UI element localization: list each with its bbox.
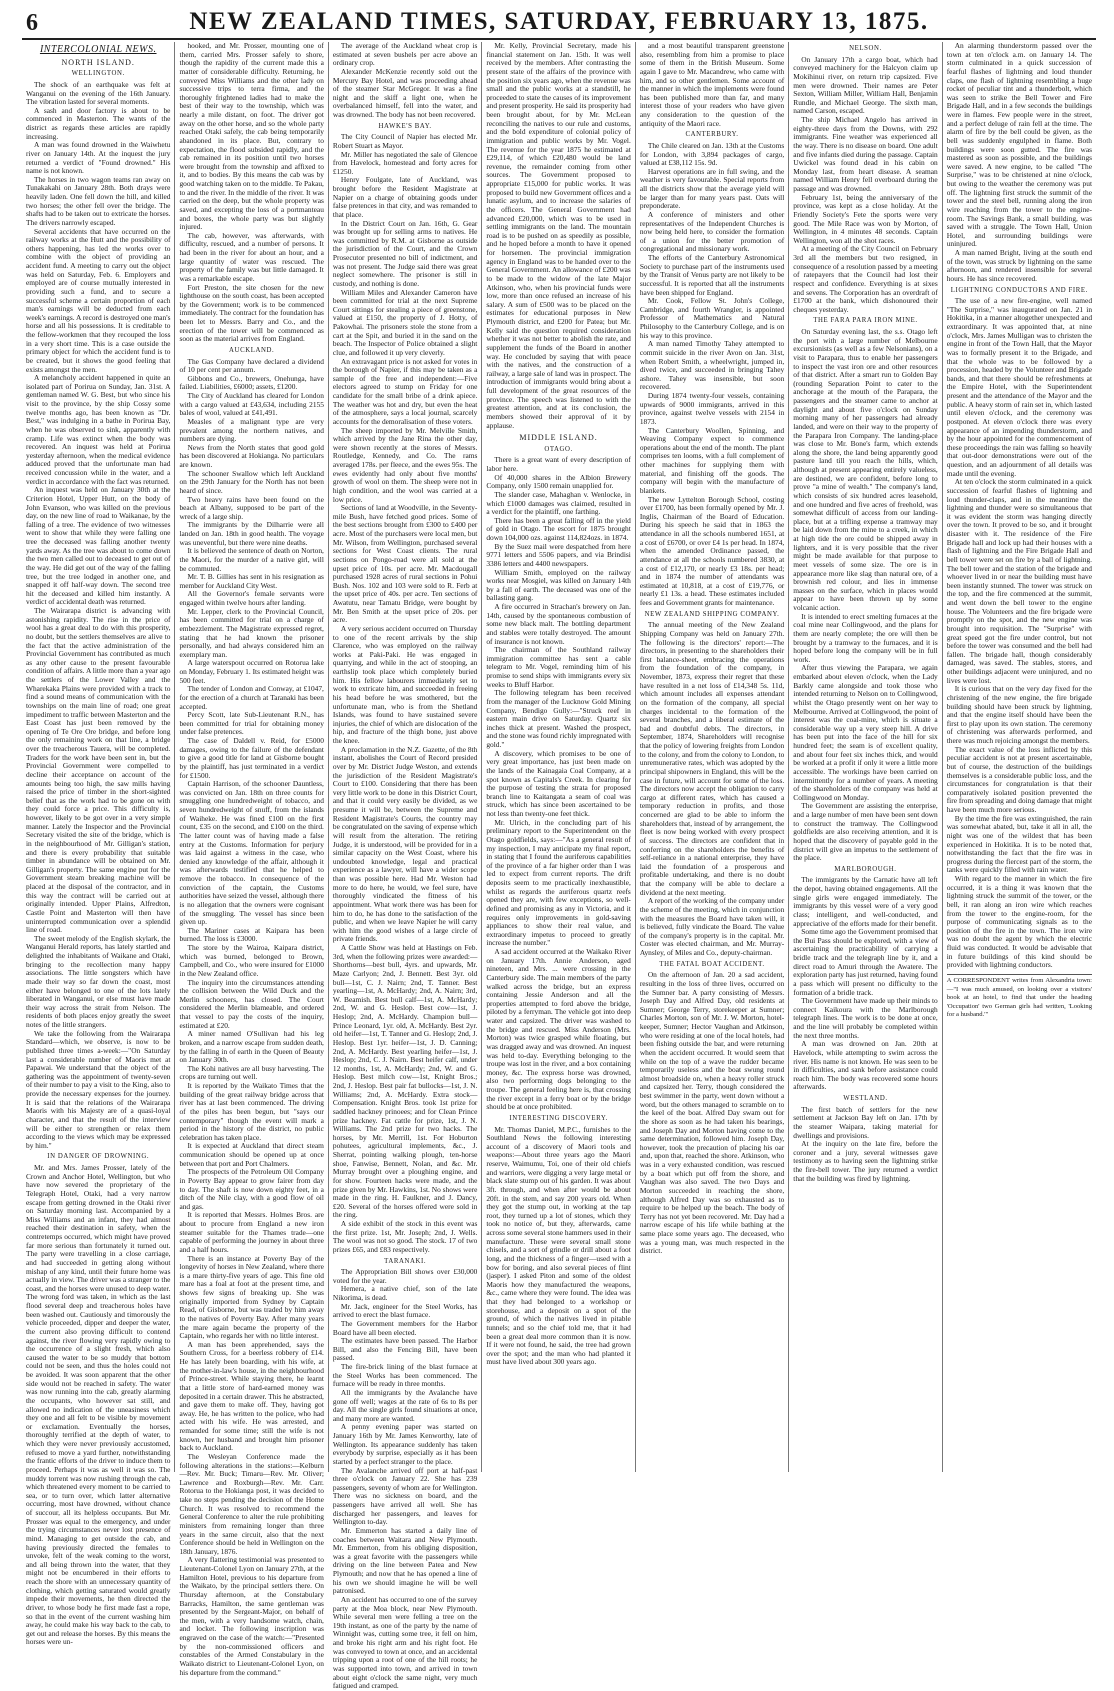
article-paragraph: The tender of London and Conway, at £1047, for the erection of a church at Taranaki has been accepted. [179, 684, 324, 711]
article-paragraph: The first batch of settlers for the new settlement at Jackson Bay left on Jan. 17th by the steamer Waipara, taking material for dwellings and provisions. [793, 1104, 938, 1140]
article-paragraph: It is believed the sentence of death on Norton, the Maori, for the murder of a native girl, will be commuted. [179, 546, 324, 573]
article-paragraph: Percy Scott, late Sub-Lieutenant R.N., has been committed for trial for obtaining money under false pretences. [179, 710, 324, 737]
article-paragraph: A sash and door factory is about to be commenced in Masterton. The wants of the district as regards these articles are rapidly increasing. [26, 105, 171, 141]
article-paragraph: February 1st, being the anniversary of the province, was kept as a close holiday. At the Friendly Society's Fete the sports were very good. The Mile Race was won by Morton, of Wellington, in 4 minutes 48 seconds. Captain Wellington, won all the shot races. [793, 192, 938, 245]
article-paragraph: The store by the Wairoa, Kaipara district, which was burned, belonged to Brown, Campbell, and Co., who were insured for £1000 in the New Zealand office. [179, 943, 324, 978]
article-paragraph: A large waterspout occurred on Rotorua lake on Monday, February 1. Its estimated height was 500 feet. [179, 658, 324, 685]
article-paragraph: Hemera, a native chief, son of the late Nikorima, is dead. [332, 1284, 478, 1302]
article-paragraph: Harvest operations are in full swing, and the weather is very favourable. Special reports from all the districts show that the average yield will be larger than for many years past. Oats will preponderate. [639, 166, 785, 211]
region-heading: NORTH ISLAND. [61, 57, 135, 67]
article-paragraph: The Wesleyan Conference made the following alterations in the stations:—Kelburn—Rev. Mr. Buck; Timaru—Rev. Mr. Oliver; Lawrence and Roxburgh—Rev. Mr. Carr. Rotorua to the Hokianga post, it was decided to take no steps pending the decision of the Home Church. It was resolved to recommend the General Conference to alter the rule prohibiting ministers from remaining longer than three years in the same circuit, also that the next Conference should be held in Wellington on the 18th January, 1876. [179, 1451, 324, 1556]
article-paragraph: The efforts of the Canterbury Astronomical Society to purchase part of the instruments used by the Transit of Venus party are not likely to be successful. It is reported that all the instruments have been shipped for England. [639, 253, 785, 297]
column-6 [789, 42, 942, 1472]
article-paragraph: The immigrants by the Carnatic have all left the depot, having obtained engagements. All the single girls were engaged immediately. The immigrants by this vessel were of a very good class; intelligent, and well-conducted, and appreciative of the efforts made for their benefit. [793, 875, 938, 928]
article-paragraph: The average of the Auckland wheat crop is estimated at seven bushels per acre above an ordinary crop. [332, 41, 478, 68]
article-paragraph: The Appropriation Bill shows over £30,000 voted for the year. [332, 1267, 478, 1285]
article-paragraph: A man named Timothy Tahey attempted to commit suicide in the river Avon on Jan. 31st, when Robert Smith, a wheelwright, jumped in, dived twice, and succeeded in bringing Tahey ashore. Tahey was insensible, but soon recovered. [639, 339, 785, 392]
footnote: A CORRESPONDENT writes from Alexandria town:—"I was much amused, on looking over a visitors' book at an hotel, to find that under the heading 'Occupation' two German girls had written, 'Looking for a husband.'" [947, 974, 1092, 1020]
article-paragraph: An alarming thunderstorm passed over the town at ten o'clock a.m. on January 14. The storm culminated in a quick succession of fearful flashes of lightning and loud thunder claps, one flash of lightning resembling a huge rocket of peculiar tint and a thunderbolt, which was seen to strike the Bell Tower and Fire Brigade Hall, and in a few seconds the buildings were in flames. Few people were in the street, and a perfect deluge of rain fell at the time. The alarm of fire by the bell could be given, as the bell was suddenly engulphed in flame. Both buildings were soon gutted. The fire was mastered as soon as possible, and the buildings were saved. A new engine, to be called "The Surprise," was to be christened at nine o'clock, but owing to the weather the ceremony was put off. The lightning first struck the summit of the tower and the steel bell, running along the iron wire reaching from the tower to the engine-room. The Savings Bank, a small building, was saved with a struggle. The Town Hall, Union Hotel, and surrounding buildings were uninjured. [946, 41, 1093, 249]
article-paragraph: A Cattle Show was held at Hastings on Feb. 3rd, when the following prizes were awarded:—Shorthorns—best bull, 4yrs. and upwards, Mr. Maze Carlyon; 2nd, J. Bennett. Best 3yr. old bull—1st, C. J. Nairn; 2nd, T. Tanner. Best yearling—1st, A. McHardy; 2nd, A. Nairn; 3rd, W. Beamish. Best bull calf—1st, A. McHardy; 2nd, W. and G. Heslop. Best cow—1st, J. Heslop; 2nd, A. McHardy. Champion bull—Prince Leonard, 1yr. old, A. McHardy. Best 2yr. old heifer—1st, T. Tanner and G. Heslop; 2nd, J. Heslop. Best 1yr. heifer—1st, J. D. Canning; 2nd, A. McHardy. Best yearling heifer—1st, J. Heslop; 2nd, C. J. Nairn. Best heifer calf, under 12 months, 1st, A. McHardy; 2nd, W. and G. Heslop. Best milch cow—1st, Knight Bros.; 2nd, J. Heslop. Best pair fat bullocks—1st, J. N. Williams; 2nd, A. McHardy. Extra stock—Compensation. Knight Bros. took 1st prize for saddled hackney prinoees; and for Clean Prince prize hackney. Fat cattle for prize, 1st, J. N. Williams. The 2nd prize for two hacks. The horses, by Mr. Merrill, 1st. For Hoburton pohutees, agricultural implements, &c., J. Sherrat, pointing walking plough, ten-horse shoe, Fanwise, Bennett, Nolan, and &c. Mr. Murray brought over a ploughing engine, and for show. Fourteen hacks were made, and the prize given by Mr. Hawkins, 1st. No shows were made in the ring. H. Faulkner, and J. Dancy, £20. Several of the horses offered were sold in the ring. [332, 943, 478, 1220]
article-paragraph: and a most beautiful transparent greenstone also, resembling from him a promise to place some of them in the British Museum. Some again I gave to Mr. Macandrew, who came with him, and so other gentlemen. Some account of the manner in which the implements were found has been published more than far, and many interest those of your readers who have given any consideration to the question of the antiquity of the Maori race. [639, 41, 785, 128]
article-paragraph: All the immigrants by the Avalanche have gone off well; wages at the rate of 6s to 8s per day. All the single girls found situations at once, and many more are wanted. [332, 1387, 478, 1423]
article-paragraph: A report of the working of the company under the scheme of the meeting, which in conjunction with the measures the Board have taken will, it is believed, fully vindicate the Board. The value of the company's property is in the capital. Mr. Coster was elected chairman, and Mr. Murray-Aynsley, of Miles and Co., deputy-chairman. [639, 896, 785, 957]
article-paragraph: After thus viewing the Parapara, we again embarked about eleven o'clock, when the Lady Barkly came alongside and took those who intended returning to Nelson on to Collingwood, whilst the Otago presently went on her way to Melbourne. Arrived at Collingwood, the point of interest was the coal-mine, which is situate a considerable way up a very steep hill. A drive has been put into the face of the hill for six hundred feet; the seam is of excellent quality, and about four feet six inches thick, and would be worked at a profit if only it were a little more accessible. The workings have been carried on intermittently for a number of years. A meeting of the shareholders of the company was held at Collingwood on Monday. [793, 663, 938, 802]
article-paragraph: At ten o'clock the storm culminated in a quick succession of fearful flashes of lightning and loud thunder-claps, and in the meantime the lightning and thunder were so simultaneous that it was evident the storm was hanging directly over the town. It proved to be so, and it brought disaster with it. The residence of the Fire Brigade hall and lock up had their houses with a flash of lightning and the Fire Brigade Hall and bell tower were set on fire by a ball of lightning. The bell tower and the station of the brigade and whoever lived in or near the building must have been instantly stunned. The tower was struck on the top, and the fire commenced at the summit, and went down the bell tower to the engine house. The Volunteers and the fire brigade were promptly on the spot, and the new engine was brought into requisition. The "Surprise" with great speed got the fire under control, but not before the tower was consumed and the bell had fallen. The brigade hall, though considerably damaged, was saved. The stables, stores, and other buildings adjacent were uninjured, and no lives were lost. [946, 477, 1093, 685]
article-paragraph: The chairman of the Southland railway immigration committee has sent a cable telegram to Mr. Vogel, reminding him of his promise to send ships with immigrants every six weeks to Bluff Harbor. [486, 645, 631, 689]
column-5 [636, 42, 789, 1472]
province-heading: NELSON. [849, 45, 882, 52]
article-paragraph: A man named Bright, living at the south end of the town, was struck by lightning on the same afternoon, and rendered insensible for several hours. He has since recovered. [946, 248, 1093, 283]
article-paragraph: The sheep imported by Mr. Melville Smith, which arrived by the Jane Rina the other day, were shown recently at the stores of Messrs. Routledge, Kennedy, and Co. The rams averaged 178s. per fleece, and the ewes 95s. The ewes evidently had only about five months' growth of wool on them. The sheep were not in high condition, and the wool was carried at a low price. [332, 425, 478, 504]
article-paragraph: Mr. Emmerton has started a daily line of coaches between Waitara and New Plymouth. Mr. Emmerton, from his obliging disposition, was a great favorite with the passengers while driving on the line between Patea and New Plymouth; and now that he has opened a line of his own we should imagine he will be well patronised. [332, 1525, 478, 1596]
section-title: INTERCOLONIAL NEWS. [39, 44, 157, 55]
column-2 [175, 41, 328, 1677]
article-paragraph: A very flattering testimonial was presented to Lieutenant-Colonel Lyon on January 27th, at the Hamilton Hotel, previous to his departure from the Waikato, by the principal settlers there. On Thursday afternoon, at the Constabulary Barracks, Hamilton, the same gentleman was presented by the Sergeant-Major, on behalf of the men, with a very handsome watch, chain, and locket. The following inscription was engraved on the case of the watch:—"Presented by the non-commissioned officers and constables of the Armed Constabulary in the Waikato district to Lieutenant-Colonel Lyon, on his departure from the command." [179, 1555, 324, 1677]
article-paragraph: Mr. Cook, Fellow St. John's College, Cambridge, and fourth Wrangler, is appointed Professor of Mathematics and Natural Philosophy to the Canterbury College, and is on his way to this province. [639, 296, 785, 340]
article-paragraph: The exact value of the loss inflicted by this peculiar accident is not at present ascertainable, but of course, the destruction of the buildings themselves is a considerable public loss, and the circumstances for congratulation is that their comparatively isolated position prevented the fire from spreading and doing damage that might have been much more serious. [946, 744, 1093, 814]
article-paragraph: A conference of ministers and other representatives of the Independent Churches is now being held here, to consider the formation of a union for the better promotion of congregational and missionary work. [639, 209, 785, 254]
article-paragraph: Of 40,000 shares in the Albion Brewery Company, only 1500 remain unapplied for. [486, 472, 631, 491]
article-paragraph: There has been a great falling off in the yield of gold in Otago. The escort for 1875 brought down 104,000 ozs. against 114,824ozs. in 1874. [486, 515, 631, 542]
article-paragraph: On January 17th a cargo boat, which had conveyed machinery for the Halcyon claim up Mokihinui river, on return trip capsized. Five men were drowned. Their names are Peter Sexton, William Miller, William Hall, Benjamin Rundle, and Michael George. The sixth man, named Carson, escaped. [793, 54, 938, 116]
article-paragraph: William Miles and Alexander Cameron have been committed for trial at the next Supreme Court sittings for stealing a piece of greenstone, valued at £150, the property of J. Hotty, of Pakowhai. The prisoners stole the stone from a cart at the Spit, and buried it in the sand on the beach. The Inspector of Police obtained a slight clue, and followed it up very cleverly. [332, 287, 478, 357]
article-paragraph: The Government have made up their minds to connect Kaikoura with the Marlborough telegraph lines. The work is to be done at once, and the line will probably be completed within the next three months. [793, 996, 938, 1040]
newspaper-page [22, 8, 1096, 1691]
article-paragraph: It is expected at Auckland that direct steam communication should be opened up at once between that port and Port Chalmers. [179, 1141, 324, 1168]
article-paragraph: A man has been apprehended, says the Southern Cross, for a beerless robbery of £14. He has lately been boarding, with his wife, at the mother-in-law's house, in the neighbourhood of Prince-street. While staying there, he learnt that a little store of hard-earned money was deposited in a certain drawer. This he abstracted, and gave them to make off. They, having got away. He, he has written to the police, who had acted with his wife. He was arrested, and remanded for some time; still the wife is not known, her husband and brought him prisoner back to Auckland. [179, 1339, 324, 1453]
province-heading: WESTLAND. [843, 1095, 888, 1102]
article-paragraph: Henry Foulgate, late of Auckland, was brought before the Resident Magistrate at Napier on a charge of obtaining goods under false pretences in that city, and was remanded to that place. [332, 175, 478, 219]
article-paragraph: The following telegram has been received from the manager of the Lucknow Gold Mining Company, Bendigo Gully:—"Struck reef in eastern main drive on Saturday. Quartz six inches thick at present. Washed the prospect, and the stone was found richly impregnated with gold." [486, 688, 631, 749]
article-paragraph: On Saturday evening last, the s.s. Otago left the port with a large number of Melbourne excursionists (as well as a few Nelsonians), on a visit to Parapara, thus to enable her passengers to inspect the vast iron ore and other resources of that district. After a smart run to Golden Bay (rounding Separation Point to cater to the anchorage at the mouth of the Parapara, the passengers and the steamer came to anchor at daylight and about five o'clock on Sunday morning many of her passengers had already landed, and were on their way to the property of the Parapara Iron Company. The landing-place was close to Mr. Bone's farm, which extends along the shore, the land being apparently good pasture land till you reach the hills, which, although at present appearing entirely valueless, are destined, we are confident, before long to prove "a mine of wealth." The company's land, which consists of six hundred acres leasehold, and one hundred and five acres of freehold, was somewhat difficult of access from our landing-place, but at a trifling expense a tramway may be laid down from the mine to a creek, in which at high tide the ore could be shipped away in lighters, and it is very possible that the river might be made available for that purpose to meet vessels of some size. The ore is in appearance more like slag than natural ore, of a brownish red colour, and lies in immense masses on the surface, which in places would appear to have been thrown up by some volcanic action. [793, 327, 938, 612]
article-paragraph: We take the following from the Wairarapa Standard—which, we observe, is now to be published three times a-week:—"On Saturday last a considerable number of Maoris met at Papawai. We understand that the object of the gathering was the appointment of twenty-seven of their number to pay a visit to the King, also to provide the necessary expenses for the journey. It is said that the relations of the Wairarapa Maoris with his Majesty are of a quasi-loyal character, and that the result of the interview will be either to strengthen or relax them according to the views which may be expressed by him." [26, 1028, 171, 1150]
article-paragraph: The new Lyttelton Borough School, costing over £1700, has been formally opened by Mr. J. Inglis, Chairman of the Board of Education. During his speech he said that in 1863 the attendance in all the schools numbered 1651, at a cost of £6700, or over £4 1s per head. In 1874, when the amended Ordinance passed, the attendance at all the schools numbered 3830, at a cost of £12,170, or nearly £3 18s. per head; and in 1874 the number of attendants was estimated at 10,818, at a cost of £19,776, or nearly £1 13s. a head. These estimates included fees and Government grants for maintenance. [639, 494, 785, 607]
article-paragraph: An accident has occurred to one of the survey party at the Moa block, near New Plymouth. While several men were felling a tree on the 19th instant, as one of the party by the name of Winnight was, cutting some tree, it fell on him, and broke his right arm and his right foot. He was conveyed to town at once, and an accidental tripping upon a root of one of the hill roots; he was supported into town, and arrived in town about eight o'clock the same night, very much fatigued and cramped. [332, 1594, 478, 1691]
article-paragraph: Alexander McKenzie recently sold out the Mercury Bay Hotel, and was proceeding ahead of the steamer Star McGregor. It was a fine night and the skiff a light one, when he overbalanced himself, fell into the water, and was drowned. The body has not been recovered. [332, 66, 478, 119]
article-paragraph: Fort Preston, the site chosen for the new lighthouse on the south coast, has been accepted by the Government; work is to be commenced immediately. The contract for the foundation has been let to Messrs. Barry and Co., and the erection of the tower will be commenced as soon as the material arrives from England. [179, 282, 324, 344]
page-number: 6 [26, 10, 38, 36]
article-paragraph: A sad accident occurred at the Waikako River on January 17th. Annie Anderson, aged nineteen, and Mrs. ... were crossing in the Canterbury side. The main members of the party walked across the bridge, but an express containing Jessie Anderson and all the properties attempted to ford above the bridge, piloted by a ferryman. The vehicle got into deep water and capsized. The driver was washed to the bridge and rescued. Miss Anderson (Mrs. Morton) was twice grasped while floating, but was dragged away and was drowned. An inquest was held to-day. Everything belonging to the troupe was lost in the river, and a box containing money, &c. The express horse was drowned, also two performing dogs belonging to the troupe. The general feeling here is, that crossing the river except in a ferry boat or by the bridge should be at once prohibited. [486, 947, 631, 1112]
article-paragraph: Mr. Ulrich, in the concluding part of his preliminary report to the Superintendent on the Otago goldfields, says:—"As a general result of my inspection, I may anticipate my final report, in stating that I found the auriferous capabilities of the province of a far higher order than I was led to expect from current reports. The drift deposits seem to me practically inexhaustible, whilst as regards the auriferous quartz reefs opened they are, with few exceptions, so well-defined and promising as any in Victoria, and it requires only improvements in gold-saving appliances to show their real value, and extraordinary impetus to proceed to greatly increase the number." [486, 817, 631, 948]
article-paragraph: The case of Daldell v. Reid, for £5000 damages, owing to the failure of the defendant to give a good title for land at Gisborne bought by the plaintiff, has just terminated in a verdict for £1500. [179, 736, 324, 780]
article-paragraph: The Mariner cases at Kaipara has been burned. The loss is £3000. [179, 925, 324, 944]
article-paragraph: A fire occurred in Strachan's brewery on Jan. 14th, caused by the spontaneous combustion of some new black malt. The bottling department and stables were totally destroyed. The amount of insurance is not known. [486, 602, 631, 646]
article-paragraph: The shock of an earthquake was felt at Wanganui on the evening of the 16th January. The vibration lasted for several moments. [26, 79, 171, 107]
article-paragraph: The City Council of Napier has elected Mr. Robert Stuart as Mayor. [332, 132, 478, 150]
article-paragraph: The horses in two wagon teams ran away on Tunakakahi on January 28th. Both drays were heavily laden. One fell down the hill, and killed two horses; the other fell over the bridge. The shafts had to be taken out to extricate the horses. The drivers narrowly escaped. [26, 174, 171, 227]
article-paragraph: The Government are assisting the enterprise, and a large number of men have been sent down to construct the tramway. The Collingwood goldfields are also receiving attention, and it is hoped that the discovery of payable gold in the district will give an impetus to the settlement of the place. [793, 801, 938, 863]
article-paragraph: The fire-brick lining of the blast furnace at the Steel Works has been commenced. The furnace will be ready in three months. [332, 1362, 478, 1389]
province-heading: CANTERBURY. [685, 131, 739, 139]
article-paragraph: Several accidents that have occurred on the railway works at the Hutt and the possibility of others happening, has led the works over to combine with the object of providing an accident fund. A meeting to carry out the object was held on Saturday, Feb. 6. Employers and employed are of course mutually interested in providing such a fund, and to secure a successful scheme a certain proportion of each man's earnings will be deducted from each week's earnings. A record is destroyed one man's horse and all his possessions. It is creditable to the fellow-workmen that they recouped the loss in a very short time. This is a case outside the primary object for which the accident fund is to be created, but it shows the good feeling that exists amongst the men. [26, 226, 171, 374]
article-paragraph: Measles of a malignant type are very prevalent among the northern natives, and numbers are dying. [179, 416, 324, 444]
article-paragraph: An inquest was held on January 30th at the Criterion Hotel, Upper Hutt, on the body of John Evanson, who was killed on the previous day, on the new line of road to Waikanae, by the falling of a tree. The evidence of two witnesses went to show that while they were falling one tree the deceased was falling another twenty yards away. As the tree was about to come down the two men called out to deceased to get out of the way. He did get out of the way of the falling tree, but the tree lodged in another one, and snapped it off half-way down. The second tree hit the deceased and killed him instantly. A verdict of accidental death was returned. [26, 485, 171, 607]
newspaper-title: NEW ZEALAND TIMES, SATURDAY, FEBRUARY 13, 1875. [189, 8, 929, 35]
article-paragraph: The prospects of the Petroleum Oil Company in Poverty Bay appear to grow fairer from day to day. The shaft is now down eighty feet, in a ditch of the Nile clay, with a good flow of oil and gas. [179, 1167, 324, 1211]
article-paragraph: Two heavy rains have been found on the beach at Albany, supposed to be part of the wreck of a large ship. [179, 494, 324, 521]
article-paragraph: It is curious that on the very day fixed for the christening of the new engine, the fire brigade building should have been struck by lightning, and that the engine itself should have been the first to play upon its own station. The ceremony of christening was afterwards performed, and there was much rejoicing amongst the members. [946, 684, 1093, 745]
column-3 [329, 41, 482, 1691]
article-paragraph: All the Governor's female servants were engaged within twelve hours after landing. [179, 589, 324, 607]
article-paragraph: The slander case, Mahaghan v. Wenlocke, in which £1000 damages was claimed, resulted in a verdict for the plaintiff, one farthing. [486, 489, 631, 517]
province-heading: TARANAKI. [384, 1257, 427, 1265]
article-paragraph: News from the North states that good gold has been discovered at Hokianga. No particulars are known. [179, 442, 324, 469]
article-paragraph: Captain Harrison, of the schooner Dauntless, was convicted on Jan. 18th on three counts for smuggling one hundredweight of tobacco, and seven hundredweight of snuff, from the islands of Waiheke. He was fined £100 on the first count, £35 on the second, and £100 on the third. The latter count was of having made a false entry at the Customs. Information for perjury was laid against a witness in the case, who denied any knowledge of the affair, although it was afterwards testified that he helped to remove the tobacco. In consequence of the conviction of the captain, the Customs authorities have seized the vessel, although there is no allegation that the owners were cognisant of the smuggling. The vessel has since been given up. [179, 779, 324, 927]
article-paragraph: A melancholy accident happened in quite an isolated part of Porirua on Sunday, Jan. 31st. A gentleman named W. G. Best, but who since his visit to the province, by the ship Cossy some twelve months ago, has been known as "Dr. Best," was indulging in a bathe in Porirua Bay, when he was observed to sink, apparently with cramp. Life was extinct when the body was recovered. An inquest was held at Porirua yesterday afternoon, when the medical evidence adduced proved that the unfortunate man had received concussion while in the water, and a verdict in accordance with the fact was returned. [26, 373, 171, 486]
article-paragraph: Mr. T. B. Gillies has sent in his resignation as member for Auckland City West. [179, 572, 324, 590]
province-heading: AUCKLAND. [229, 346, 275, 354]
article-paragraph: The City of Auckland has cleared for London with a cargo valued at £43,634, including 2155 bales of wool, valued at £41,491. [179, 391, 324, 418]
article-subheading: THE FATAL BOAT ACCIDENT. [659, 960, 765, 968]
article-paragraph: A very serious accident occurred on Thursday to one of the recent arrivals by the ship Clarence, who was employed on the railway works at Paki-Paki. He was engaged in quarrying, and while in the act of stooping, an earthslip took place which completely buried him. His fellow labourers immediately set to work to extricate him, and succeeded in freeing his head before he was smothered, but the unfortunate man, who is from the Shetland Islands, was found to have sustained severe injuries, the chief of which are dislocation of the hip, and fracture of the thigh bone, just above the knee. [332, 623, 478, 745]
province-heading: OTAGO. [544, 445, 573, 453]
article-paragraph: It is intended to erect smelting furnaces at the coal mine near Collingwood, and the plans for them are nearly complete; the ore will then be brought by a tramway to the furnaces, and it is hoped before long the company will be in full work. [793, 611, 938, 664]
column-1 [22, 42, 175, 1647]
article-paragraph: The Canterbury Woollen, Spinning, and Weaving Company expect to commence operations about the end of the month. The plant comprises ten looms, with a full complement of other machines for supplying them with material, and finishing off the goods. The company will begin with the manufacture of blankets. [639, 425, 785, 495]
article-subheading: NEW ZEALAND SHIPPING COMPANY. [644, 610, 780, 618]
article-paragraph: The Kohi natives are all busy harvesting. The crops are turning out well. [179, 1063, 324, 1082]
article-subheading: INTERESTING DISCOVERY. [509, 1114, 608, 1122]
article-paragraph: The sweet melody of the English skylark, the Wanganui Herald reports, has lately startled and delighted the inhabitants of Waikane and Otaki, bringing to the recollection many happy associations. The little songsters which have made their way so far down the coast, most either have belonged to one of the lots lately liberated in Wanganui, or else must have made their way across the strait from Nelson. The residents of both places enjoy greatly the sweet notes of the little strangers. [26, 933, 171, 1029]
province-heading: MARLBOROUGH. [834, 865, 897, 873]
article-paragraph: Sections of land at Woodville, in the Seventy-mile Bush, have fetched good prices. Some of the best sections brought from £300 to £400 per acre. Most of the purchasers were local men, but Mr. Wilson, from Wellington, purchased several sections for West Coast clients. The rural sections on Pongo-road were all sold at the upset price of 10s. per acre. Mr. Macdougall purchased 1928 acres of rural sections in Pohui Bush. Nos. 102 and 103 were sold to R. Ferb at the upset price of 40s. per acre. Ten sections of Awatutu, near Tamatu Bridge, were bought by Mr. Ben Smith at the upset price of 20s. per acre. [332, 503, 478, 625]
province-heading: HAWKE'S BAY. [378, 122, 432, 130]
article-paragraph: The Chile cleared on Jan. 13th at the Customs for London, with 3,894 packages of cargo, valued at £38,112 15s. 9d. [639, 140, 785, 168]
article-paragraph: The Government members for the Harbor Board have all been elected. [332, 1318, 478, 1337]
article-paragraph: At the inquiry on the late fire, before the coroner and a jury, several witnesses gave testimony as to having seen the lightning strike the fire-bell tower. The jury returned a verdict that the building was fired by lightning. [793, 1139, 938, 1183]
article-paragraph: A miner named O'Sullivan had his leg broken, and a narrow escape from sudden death, by the falling in of earth in the Queen of Beauty on January 30th. [179, 1029, 324, 1065]
article-paragraph: With regard to the manner in which the fire occurred, it is a thing it was known that the lightning struck the summit of the tower, or the bell, it ran along an iron wire which reaches from the tower to the engine-room, for the purpose of communicating signals as to the position of the fire in the town. The iron wire was no doubt the agent by which the electric fluid was conducted. It would be advisable that in future buildings of this kind should be provided with lightning conductors. [946, 874, 1093, 970]
article-paragraph: Mr. Lepper, clerk to the Provincial Council, has been committed for trial on a charge of embezzlement. The Magistrate expressed regret, stating that he had known the prisoner personally, and had always considered him an exemplary man. [179, 606, 324, 659]
article-subheading: IN DANGER OF DROWNING. [47, 1153, 150, 1161]
article-paragraph: Gibbons and Co., brewers, Onehunga, have failed. Liabilities, £6000; assets, £1200. [179, 373, 324, 392]
article-paragraph: Mr. Thomas Daniel, M.P.C., furnishes to the Southland News the following interesting account of a discovery of Maori tools and weapons:—About three years ago the Maori reserve, Waimumu, Toi, one of their old chiefs and warriors, were digging a very large metal or black slate stump out of his garden. It was about 3ft. through, and when after would be about 20ft. in the stem, and say 200 years old. When they got the stump out, in working at the tap root, they turned up a lot of stones, which they took no notice of, but they, afterwards, came across some several stone hammers used in their manufacture. These were several small stone chisels, and a sort of grindle or drill about a foot long, and the thickness of a finger—used with a bow for boring, and also several pieces of flint (jasper). I asked Piton and some of the oldest Maoris how they manufactured the weapons, &c., came where they were found. The idea was that they had belonged to a workshop or storehouse, and a deposit on a spot of the ground, of which the natives lived in pitable tunnels; and so the chief told me, that it had been a great deal more common than it is now. If it were not found, he said, the tree had grown over the spot; and the man who had planted it must have lived about 300 years ago. [486, 1124, 631, 1367]
article-paragraph: The use of a new fire-engine, well named "The Surprise," was inaugurated on Jan. 21 in Hokitika, in a manner altogether unexpected and extraordinary. It was appointed that, at nine o'clock, Mrs. James Mulligan was to christen the engine in front of the Town Hall, that the Mayor was to formally present it to the Brigade, and that the whole was to be followed by a procession, headed by the Volunteer and Brigade bands, and that there should be refreshments at the Empire Hotel, with the Superintendent present and the attendance of the Mayor and the public. A heavy storm of rain set in, which lasted until eleven o'clock, and the ceremony was postponed. At eleven o'clock there was every appearance of an impending thunderstorm, and by the hour appointed for the commencement of these proceedings the rain was falling so heavily that out-door demonstrations were out of the question, and an adjournment of all details was made until the evening. [946, 296, 1093, 478]
article-paragraph: A discovery, which promises to be one of very great importance, has just been made on the lands of the Kainagaia Coal Company, at a spot known as Capitals's Creek. In clearing for the purpose of testing the strata for proposed branch line to Kaitangata a seam of coal was struck, which has since been ascertained to be not less than twenty-one feet thick. [486, 748, 631, 818]
column-4 [482, 42, 635, 1472]
article-paragraph: A proclamation in the N.Z. Gazette, of the 8th instant, abolishes the Court of Record presided over by Mr. District Judge Weston, and extends the jurisdiction of the Resident Magistrate's Court to £100. Considering that there has been very little work to be done in this District Court, and that it could very easily be divided, as we presume it will be, between the Supreme and Resident Magistrate's Courts, the country may be congratulated on the saving of expense which will result from the alteration. The retiring Judge, it is understood, will be provided for in a similar capacity on the West Coast, where his undoubted knowledge, legal and practical experience as a lawyer, will have a wider scope than was possible here. Had Mr. Weston had more to do here, he would, we feel sure, have thoroughly vindicated the fitness of his appointment. What work there was has been for him to do, he has done to the satisfaction of the public, and when we leave Napier he will carry with him the good wishes of a large circle of private friends. [332, 744, 478, 944]
article-paragraph: By the Suez mail were despatched from here 9771 letters and 5506 papers, and via Brindisi 3386 letters and 4400 newspapers. [486, 541, 631, 568]
article-paragraph: There is an instance at Poverty Bay of the longevity of horses in New Zealand, where there is a mare thirty-five years of age. This fine old mare has a foal at foot at the present time, and shows few signs of breaking up. She was originally imported from Sydney by Captain Read, of Gisborne, but was traded by him away to the natives of Poverty Bay. After many years the mare again became the property of the Captain, who regards her with no little interest. [179, 1253, 324, 1341]
article-subheading: LIGHTNING CONDUCTORS AND FIRE. [950, 286, 1088, 294]
article-paragraph: It is reported by the Waikato Times that the building of the great railway bridge across that river has at last been commenced. The driving of the piles has been begun, but "says our contemporary" though the event will mark a period in the history of the district, no public celebration has taken place. [179, 1081, 324, 1142]
article-paragraph: There is a great want of every description of labor here. [486, 455, 631, 473]
article-paragraph: A man was drowned on Jan. 20th at Havelock, while attempting to swim across the river. His name is not known. He was seen to be in difficulties, and sank before assistance could reach him. The body was recovered some hours afterwards. [793, 1039, 938, 1092]
column-7 [943, 42, 1096, 1472]
article-subheading: THE FARA PARA IRON MINE. [813, 317, 918, 325]
article-paragraph: The schooner Swallow which left Auckland on the 29th January for the North has not been heard of since. [179, 468, 324, 495]
article-paragraph: Some time ago the Government promised that the Bui Pass should be explored, with a view of ascertaining the practicability of carrying a bridle track and the telegraph line by it, and a direct road to Amuri through the Awatere. The exploration party has just returned, having found a pass which will present no difficulty to the formation of a bridle track. [793, 927, 938, 997]
article-paragraph: In the District Court on Jan. 16th, G. Gear was brought up for selling arms to natives. He was committed by R.M. at Gisborne as outside the jurisdiction of the Court, and the Crown Prosecutor presented no bill of indictment, and was not present. The Judge said there was great neglect somewhere. The prisoner is still in custody, and nothing is done. [332, 218, 478, 288]
article-paragraph: The Wairarapa district is advancing with astonishing rapidity. The rise in the price of wool has a great deal to do with this prosperity, no doubt, but the settlers themselves are alive to the fact that the active administration of the Provincial Government has contributed as much as any other cause to the present favourable condition of affairs. A little more than a year ago the settlers of the Lower Valley and the Wharekaka Plains were provided with a track to find a sound means of communication with the townships on the main line of road; one great impediment to traffic between Masterton and the East Coast has just been removed by the opening of Te Ore Ore bridge, and before long the only remaining work on that line, a bridge over the treacherous Tauera, will be completed. Traders for the work have been sent in, but the Provincial Government were compelled to decline their acceptance on account of the amounts being too high, the saw mills having raised the price of timber in the short-sighted belief that as the work had to be gone on with they could force a price. This difficulty is, however, likely to be got over in a very simple manner. Lately the Inspector and the Provincial Secretary visited the site of the bridge, which is in the neighbourhood of Mr. Gilligan's station, and there is every probability that suitable timber in abundance will be obtained on Mr. Gilligan's property. The same engine put for the Government steam breaking machine will be placed at the disposal of the contractor, and in this way the contract will be carried out at originally intended. Upper Plains, Alfredton, Castle Point and Masterton will then have uninterrupted communication over a splendid line of road. [26, 606, 171, 935]
article-paragraph: A man was found drowned in the Waiwhetu river on January 14th. At the inquest the jury returned a verdict of "Found drowned." His name is not known. [26, 140, 171, 176]
article-paragraph: The ship Michael Angelo has arrived in eighty-three days from the Downs, with 292 immigrants. Fine weather was experienced all the way. There is no disease on board. One adult and five infants died during the passage. Captain Uwickel was found dead in his cabin on Monday last, from heart disease. A seaman named William Henry fell overboard during the passage and was drowned. [793, 115, 938, 193]
article-paragraph: The inquiry into the circumstances attending the collision between the Wild Duck and the Merlin schooners, has closed. The Court considered the Merlin blameable, and ordered that vessel to pay the costs of the inquiry, estimated at £20. [179, 977, 324, 1030]
region-heading: MIDDLE ISLAND. [519, 433, 598, 443]
article-paragraph: The annual meeting of the New Zealand Shipping Company was held on January 27th. The following is the directors' report:—The directors, in presenting to the shareholders their first balance-sheet, embracing the operations from the foundation of the company, in November, 1873, express their regret that these have resulted in a net loss of £14,348 5s. 11d, which amount includes all expenses attendant on the formation of the company, all special charges incidental to the formation of the several branches, and a liberal estimate of the bad and doubtful debts. The directors, in September, 1874, Shareholders will recognise that the policy of lowering freights from London to the colony, and from the colony to London, to unremunerative rates, which was adopted by the principal shipowners in England, this will be the case in future, will account for some of the loss. The directors now accept the obligation to carry cargo at different rates, which has caused a temporary reduction in profits, and those concerned are glad to be able to inform the shareholders that, instead of by arrangement, the fleet is now being worked with every prospect of success. The directors are confident that in conferring on the shareholders the benefits of self-reliance in a national enterprise, they have laid the foundation of a prosperous and profitable undertaking, and there is no doubt that the company will be able to declare a dividend at the next meeting. [639, 620, 785, 897]
article-paragraph: The estimates have been passed. The Harbor Bill, and also the Fencing Bill, have been passed. [332, 1336, 478, 1363]
province-heading: WELLINGTON. [71, 70, 125, 78]
article-paragraph: During 1874 twenty-four vessels, containing upwards of 9000 immigrants, arrived in this province, against twelve vessels with 2154 in 1873. [639, 391, 785, 426]
article-paragraph: By the time the fire was extinguished, the rain was somewhat abated, but, take it all in all, the night was one of the wildest that has been experienced in Hokitika. It is to be noted that, notwithstanding the fact that the fire was in progress during the fiercest part of the storm, the tanks were quickly filled with rain water. [946, 813, 1093, 875]
masthead [22, 8, 1096, 40]
article-paragraph: A side exhibit of the stock in this event was the first prize. 1st, Mr. Joseph; 2nd, J. Wells. The wool was not so good. The stock. 17 of two prizes £65, and £83 respectively. [332, 1219, 478, 1254]
article-paragraph: The cab, however, was afterwards, with difficulty, rescued, and a number of persons. It had been in the river for about an hour, and a large quantity of water was rescued. The property of the family was but little damaged. It was a remarkable escape. [179, 230, 324, 283]
article-paragraph: It is reported that Messrs. Holmes Bros. are about to procure from England a new iron steamer suitable for the Thames trade—one capable of performing the journey in about three and a half hours. [179, 1210, 324, 1254]
article-paragraph: hooked, and Mr. Prosser, mounting one of them, carried Mrs. Prosser safely to shore, though the rapidity of the current made this a matter of considerable difficulty. Returning, he conveyed Miss Williams and the other lady on successive trips to terra firma, and the thoroughly frightened ladies had to make the best of their way to the township, which was nearly a mile distant, on foot. The driver got away on the other horse, and so the whole party reached Otaki safely, the cab being temporarily abandoned in its place. But, contrary to expectation, the flood subsided rapidly, and the cab remained in its position until two horses were brought from the township and affixed to it, and to bodies. By this means the cab was by good watching taken on to the middle. Te Pakau, to and the river. In the middle of the river. It was carried on the deep, but the whole property was saved, and excepting the loss of a portmanteau and boxes, the whole party was but slightly injured. [179, 41, 324, 232]
article-paragraph: The Avalanche arrived off port at half-past three o'clock on January 22. She has 239 passengers, seventy of whom are for Wellington. There was no sickness on board, and the passengers have arrived all well. She has discharged her passengers, and leaves for Wellington to-day. [332, 1465, 478, 1527]
article-paragraph: Mr. and Mrs. James Prosser, lately of the Crown and Anchor Hotel, Wellington, but who have now severed the proprietary of the Telegraph Hotel, Otaki, had a very narrow escape from getting drowned in the Otaki river on Saturday morning last. Accompanied by a Miss Williams and an infant, they had almost reached their destination in safety, when the contretemps occurred, which might have proved far more serious than fortunately it turned out. The party were travelling in a close carriage, and had succeeded in getting along without mishap of any kind, until their future home was actually in view. The driver was a stranger to the coast, and the horses were unused to deep water. The wrong ford was taken, in which as the last flood several deep and treacherous holes have been washed out. Cautiously and timorously the vehicle proceeded, dipper and deeper the water, the current also proving difficult to contend against, the river flowing very rapidly owing to the occurrence of a slight fresh, which also caused the water to be so muddy that bottom could not be seen, and thus the holes could not be avoided. It was soon apparent that the other side would not be reached in safety. The water was now running into the cab, greatly alarming the occupants, who however sat still, and allowed no indication of the uneasiness which they one and all felt to be visible by movement or exclamation. Eventually the horses, thoroughly terrified at the depth of water, to which they were never previously accustomed, refused to move a yard further, notwithstanding the frantic efforts of the driver to induce them to proceed. Perhaps it was as well it was so. The muddy torrent was now rushing through the cab, which threatened every moment to be carried to sea, or to turn over, which latter alternative occurring, most have drowned, without chance of succour, all its helpless occupants. But Mr. Prosser was equal to the emergency, and under the trying circumstances never lost presence of mind. Managing to get outside the cab, and having previously directed the females to unvoke, felt of the weak coming to the worst, and all being thrown into the water, that they might not be encumbered in their efforts to reach the shore with an unnecessary quantity of clothing, which getting saturated would greatly impede their movements, he then directed the driver, to whose body he first made fast a rope, so that in the event of the current washing him away, he could make his way back to the cab, to get out and release the horses. By this means the horses were un- [26, 1163, 171, 1647]
article-paragraph: The immigrants by the Dilharrie were all landed on Jan. 18th in good health. The voyage was uneventful, but there were nine deaths. [179, 520, 324, 547]
article-paragraph: Mr. Kelly, Provincial Secretary, made his financial statement on Jan. 15th. It was well received by the members. After contrasting the present state of the affairs of the province with the position six years ago, when the revenue was small and the public works at a standstill, he proceeded to state the causes of its improvement and present prosperity. He said its prosperity had been brought about, for by Mr. McLean reconciling the natives to our rule and customs, and the bold expenditure of colonial policy of immigration and public works by Mr. Vogel. The revenue for the year 1875 he estimated at £29,114, of which £20,480 would be land revenue, the remainder coming from other sources. The Government proposed to appropriate £15,000 for public works. It was proposed to build new Government offices and a lunatic asylum, and to increase the salaries of the officers. The General Government had advanced £20,000, which was to be used in settling immigrants on the land. The mountain road is to be pushed on as speedily as possible, and he hoped before a month to have it opened for horsemen. The provincial immigration agency in England was to be handed over to the General Government. An allowance of £200 was to be made to the widow of the late Major Atkinson, who, when his provincial funds were low, more than once refused an increase of his salary. A sum of £500 was to be placed on the estimates for educational purposes in New Plymouth district, and £200 for Patea; but Mr. Kelly said the question required consideration whether it was not better to abolish the rate, and supplement the funds of the Board in another way. He concluded by saying that with peace with the natives, and the construction of a railway, a large sale of land was in prospect. The introduction of immigrants would bring about a full development of the great resources of the province. The speech was listened to with the greatest attention, and at its conclusion, the members showed their approval of it by applause. [486, 41, 631, 430]
article-paragraph: An extravagant price is not asked for votes in the borough of Napier, if this may be taken as a sample of the free and independent:—Five electors agreed to stump on Friday for one candidate for the small bribe of a drink apiece. The weather was hot and dry, but even the heat of the atmosphere, says a local journal, scarcely accounts for the demoralisation of these voters. [332, 356, 478, 426]
article-paragraph: Mr. Jack, engineer for the Steel Works, has arrived to erect the blast furnace. [332, 1301, 478, 1320]
article-paragraph: Mr. Miller has negotiated the sale of Glencoe from Havelock, homestead and forty acres for £1250. [332, 149, 478, 176]
article-paragraph: On the afternoon of Jan. 20 a sad accident, resulting in the loss of three lives, occurred on the Sumner bar. A party consisting of Messrs. Joseph Day and Alfred Day, old residents at Sumner; George Terry, storekeeper at Sumner; Charles Morton, son of Mr. J. W. Morton, hotel-keeper, Sumner; Hector Vaughan and Atkinson, who were residing at one of the local hotels, had been fishing outside the bar, and were returning when the accident occurred. It would seem that while on the top of a wave the rudder became temporarily useless and the boat swung round almost broadside on, when a heavy roller struck and capsized her. Terry, though considered the best swimmer in the party, went down without a word, but the others managed to scramble on to the keel of the boat. Alfred Day swam out for the shore as soon as he had taken his bearings, and Joseph Day and Morton having come to the same determination, followed him. Joseph Day, however, took the precaution of placing his oar and, upon that, reached the shore. Atkinson, who was in a very exhausted condition, was rescued by a boat which put off from the shore, and Vaughan was also saved. The two Days and Morton succeeded in reaching the shore, although Alfred Day was so exhausted as to require to be helped up the beach. The body of Terry has not yet been recovered. Mr. Day had a narrow escape of his life while bathing at the same place some years ago. The deceased, who was a young man, was much respected in the district. [639, 970, 785, 1256]
article-paragraph: The Gas Company have declared a dividend of 10 per cent per annum. [179, 356, 324, 375]
article-paragraph: At a meeting of the City Council on February 3rd all the members but two resigned, in consequence of a resolution passed by a meeting of ratepayers that the Council had lost their respect and confidence. Everything is at sixes and sevens. The Corporation has an overdraft of £1700 at the bank, which dishonoured their cheques yesterday. [793, 244, 938, 314]
article-paragraph: William Smith, employed on the railway works near Mosgiel, was killed on January 14th by a fall of earth. The deceased was one of the ballasting gang. [486, 567, 631, 603]
columns [22, 41, 1096, 1691]
article-paragraph: A penny evening paper was started on January 16th by Mr. James Kenworthy, late of Wellington. Its appearance suddenly has taken everybody by surprise, especially as it has been started by a perfect stranger to the place. [332, 1422, 478, 1466]
